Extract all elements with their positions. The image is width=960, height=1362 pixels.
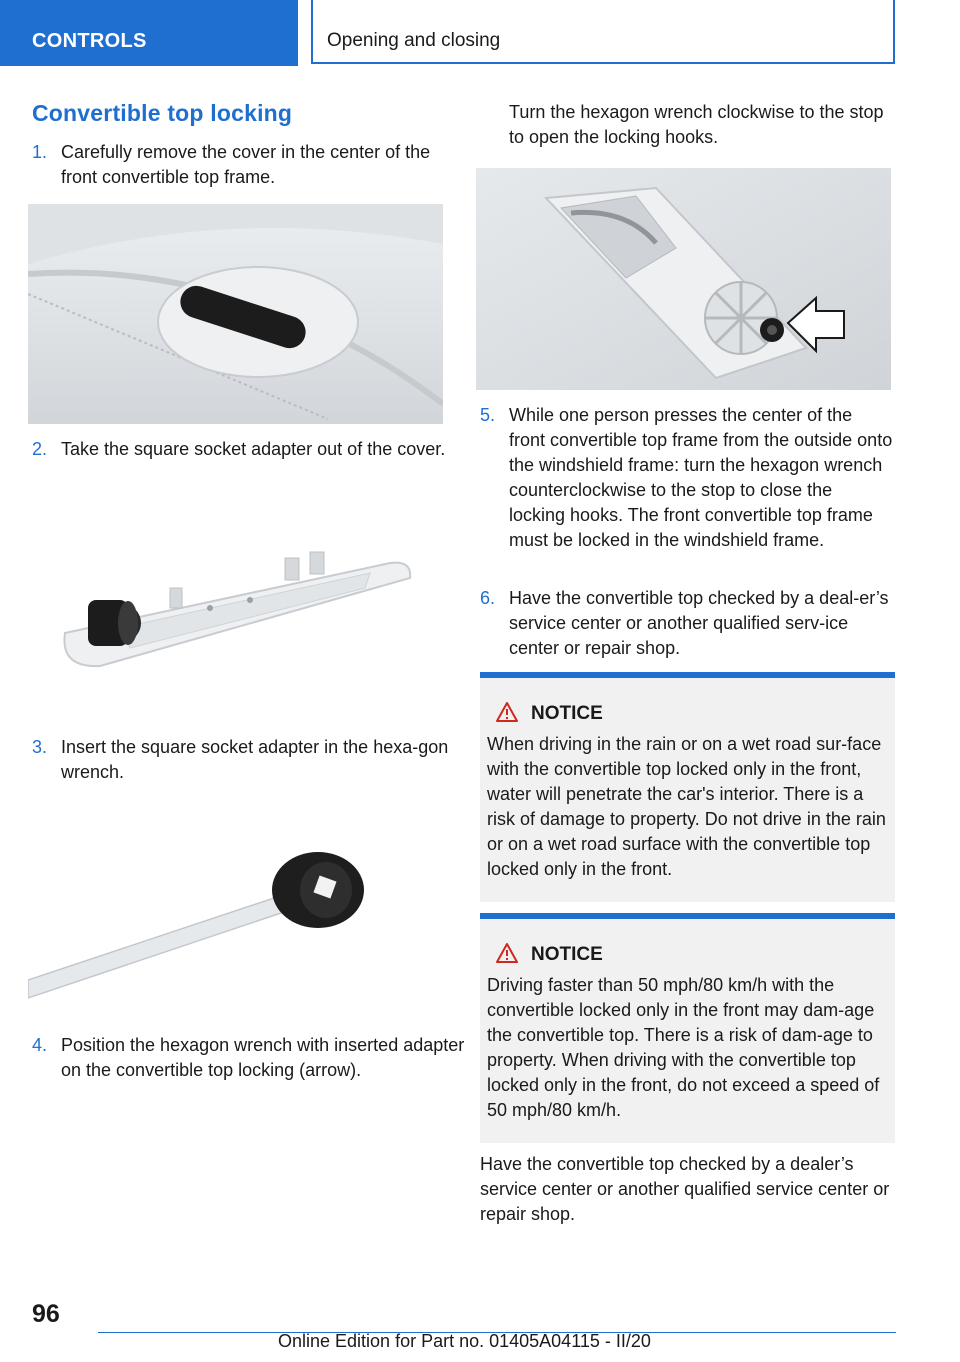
notice-title (495, 700, 887, 728)
step-text: Position the hexagon wrench with inserted adapter on the convertible top locking (arrow). (61, 1035, 465, 1080)
step-text: Insert the square socket adapter in the hexa-gon wrench. (61, 737, 449, 782)
step-number: 2. (32, 439, 48, 459)
step-number: 1. (32, 142, 48, 162)
left-column (32, 100, 465, 1080)
right-column (480, 100, 895, 150)
hexagon-wrench-illustration (28, 850, 368, 1000)
step-4-continued: Turn the hexagon wrench clockwise to the stop to open the locking hooks. (509, 102, 884, 147)
step-text: Take the square socket adapter out of the cover. (61, 439, 446, 459)
warning-triangle-icon (495, 942, 519, 964)
step-6 (480, 586, 893, 661)
notice-title-text: NOTICE (531, 703, 603, 724)
header-section-tab (0, 0, 298, 66)
roof-cover-illustration (28, 204, 443, 424)
step-1 (32, 140, 461, 190)
footer-edition: Online Edition for Part no. 01405A04115 - II/20 (278, 1331, 651, 1351)
step-number: 4. (32, 1035, 48, 1055)
notice-body: Driving faster than 50 mph/80 km/h with the convertible locked only in the front may dam-age the convertible top. There is a risk of dam-age to property. When driving with the convertible top locked only in the front, do not exceed a speed of 50 mph/80 km/h. (487, 975, 880, 1120)
step-text: Have the convertible top checked by a deal-er’s service center or another qualified serv-ice center or repair shop. (509, 588, 889, 658)
step-number: 6. (480, 588, 496, 608)
step-3 (32, 735, 461, 785)
socket-adapter-illustration (60, 548, 415, 668)
notice-body: When driving in the rain or on a wet road sur-face with the convertible top locked only in the front, water will penetrate the car's interior. There is a risk of damage to property. Do not drive in the rain or on a wet road surface with the convertible top locked only in the front. (487, 734, 886, 879)
step-number: 3. (32, 737, 48, 757)
section-title: Convertible top locking (32, 100, 293, 126)
step-5 (480, 403, 893, 553)
notice-speed (480, 913, 895, 1143)
warning-triangle-icon (495, 701, 519, 723)
header-chapter-label: Opening and closing (327, 30, 501, 51)
locking-point-illustration (476, 168, 891, 390)
step-4 (32, 1033, 481, 1083)
header-section-label: CONTROLS (32, 30, 147, 52)
step-text: While one person presses the center of the front convertible top frame from the outside onto the windshield frame: turn the hexagon wrench counterclockwise to the stop to close the locking hooks. The front convertible top frame must be locked in the windshield frame. (509, 405, 893, 550)
notice-rain (480, 672, 895, 902)
step-number: 5. (480, 405, 496, 425)
notice-title-text: NOTICE (531, 944, 603, 965)
step-text: Carefully remove the cover in the center of the front convertible top frame. (61, 142, 431, 187)
notice-title (495, 941, 887, 969)
step-2 (32, 437, 461, 462)
page-number: 96 (32, 1300, 60, 1328)
closing-paragraph: Have the convertible top checked by a dealer’s service center or another qualified service center or repair shop. (480, 1154, 890, 1224)
header-chapter-box (311, 0, 895, 64)
